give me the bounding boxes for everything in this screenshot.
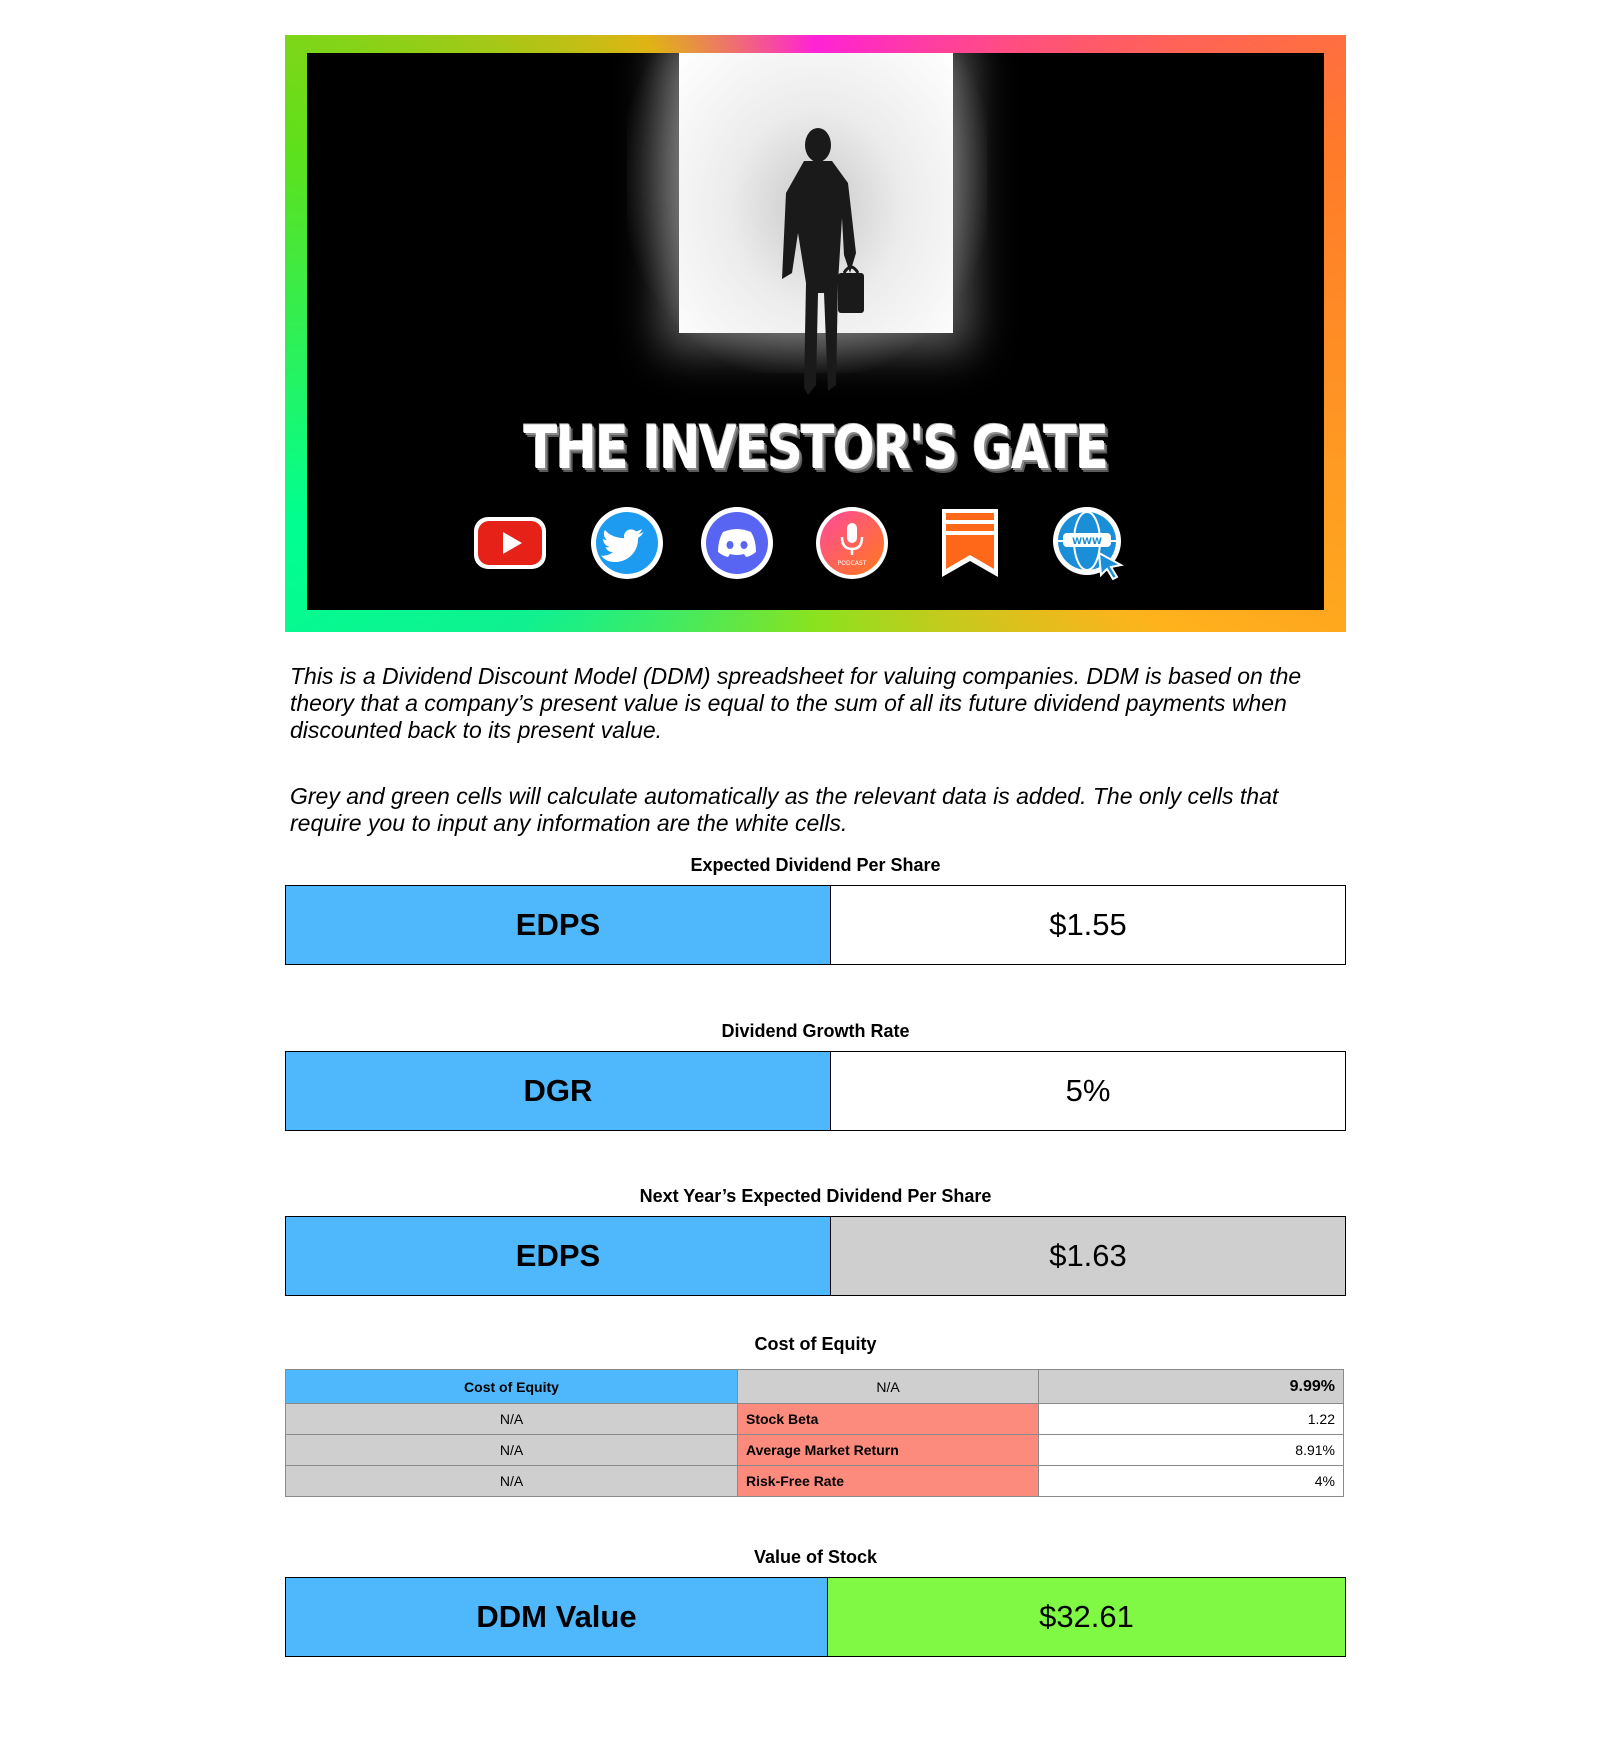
edps-row [285, 885, 1346, 965]
coe-header-row [286, 1370, 1344, 1404]
coe-result-value: 9.99% [1039, 1370, 1344, 1404]
instructions-paragraph: Grey and green cells will calculate automatically as the relevant data is added. The only cells that require you to input any information are the white cells. [290, 783, 1279, 836]
social-links [472, 505, 1172, 595]
table-row [286, 1404, 1344, 1435]
next-edps-label: EDPS [286, 1217, 831, 1295]
next-edps-value: $1.63 [831, 1217, 1345, 1295]
substack-icon[interactable] [932, 505, 1008, 581]
table-row [286, 1466, 1344, 1497]
brand-title: THE INVESTOR'S GATE [523, 413, 1108, 483]
value-section-title: Value of Stock [753, 1547, 878, 1567]
average-market-return-input[interactable]: 8.91% [1039, 1435, 1344, 1466]
coe-header-label: Cost of Equity [286, 1370, 738, 1404]
dgr-input[interactable]: 5% [831, 1052, 1345, 1130]
coe-row-placeholder: N/A [286, 1435, 738, 1466]
banner-image [307, 53, 1324, 610]
youtube-icon[interactable] [472, 505, 548, 581]
stock-beta-label: Stock Beta [738, 1404, 1039, 1435]
businessman-silhouette-icon [752, 123, 882, 403]
coe-row-placeholder: N/A [286, 1404, 738, 1435]
next-edps-section-title: Next Year’s Expected Dividend Per Share [639, 1186, 992, 1206]
coe-row-placeholder: N/A [286, 1466, 738, 1497]
stock-beta-input[interactable]: 1.22 [1039, 1404, 1344, 1435]
investors-gate-banner [285, 35, 1346, 632]
discord-icon[interactable] [699, 505, 775, 581]
ddm-value-row [285, 1577, 1346, 1657]
edps-label: EDPS [286, 886, 831, 964]
intro-paragraph: This is a Dividend Discount Model (DDM) spreadsheet for valuing companies. DDM is based on the theory that a company’s present value is equal to the sum of all its future dividend payments when discounted back to its present value. [290, 663, 1302, 743]
risk-free-rate-input[interactable]: 4% [1039, 1466, 1344, 1497]
next-edps-row [285, 1216, 1346, 1296]
ddm-value-result: $32.61 [828, 1578, 1345, 1656]
www-badge-text: WWW [1072, 537, 1102, 547]
website-icon[interactable] [1049, 505, 1125, 581]
coe-header-middle: N/A [738, 1370, 1039, 1404]
average-market-return-label: Average Market Return [738, 1435, 1039, 1466]
edps-section-title: Expected Dividend Per Share [690, 855, 941, 875]
dgr-section-title: Dividend Growth Rate [721, 1021, 910, 1041]
edps-input[interactable]: $1.55 [831, 886, 1345, 964]
risk-free-rate-label: Risk-Free Rate [738, 1466, 1039, 1497]
podcast-badge-text: PODCAST [837, 560, 867, 567]
podcast-icon[interactable] [814, 505, 890, 581]
ddm-value-label: DDM Value [286, 1578, 828, 1656]
twitter-icon[interactable] [589, 505, 665, 581]
table-row [286, 1435, 1344, 1466]
coe-section-title: Cost of Equity [754, 1334, 877, 1354]
cost-of-equity-table [285, 1369, 1344, 1497]
dgr-label: DGR [286, 1052, 831, 1130]
dgr-row [285, 1051, 1346, 1131]
